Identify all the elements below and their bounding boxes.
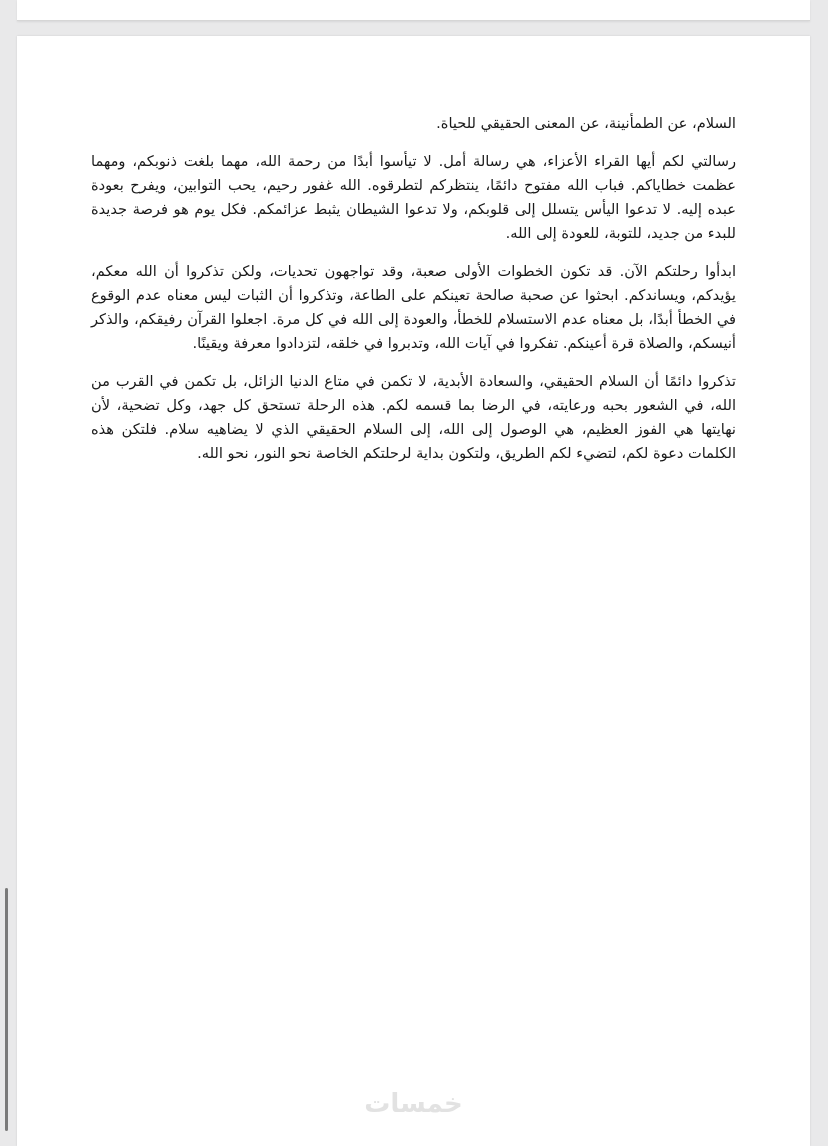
paragraph-3: ابدأوا رحلتكم الآن. قد تكون الخطوات الأولى صعبة، وقد تواجهون تحديات، ولكن تذكروا أن الله معكم، يؤيدكم، ويساندكم. ابحثوا عن صحبة صالحة تعينكم على الطاعة، وتذكروا أن الثبات ليس معناه عدم الوقوع في الخطأ أبدًا، بل معناه عدم الاستسلام للخطأ، والعودة إلى الله في كل مرة. اجعلوا القرآن رفيقكم، والذكر أنيسكم، والصلاة قرة أعينكم. تفكروا في آيات الله، وتدبروا في خلقه، لتزدادوا معرفة ويقينًا.: [91, 263, 736, 352]
previous-page-edge: [17, 0, 810, 21]
document-page: [17, 36, 810, 1146]
paragraph-2: رسالتي لكم أيها القراء الأعزاء، هي رسالة أمل. لا تيأسوا أبدًا من رحمة الله، مهما بلغت ذنوبكم، ومهما عظمت خطاياكم. فباب الله مفتوح دائمًا، ينتظركم لتطرقوه. الله غفور رحيم، يحب التوابين، ويفرح بعودة عبده إليه. لا تدعوا اليأس يتسلل إلى قلوبكم، ولا تدعوا الشيطان يثبط عزائمكم. فكل يوم هو فرصة جديدة للبدء من جديد، للتوبة، للعودة إلى الله.: [91, 153, 736, 242]
paragraph-4: تذكروا دائمًا أن السلام الحقيقي، والسعادة الأبدية، لا تكمن في متاع الدنيا الزائل، بل تكمن في القرب من الله، في الشعور بحبه ورعايته، في الرضا بما قسمه لكم. هذه الرحلة تستحق كل جهد، وكل تضحية، لأن نهايتها هي الفوز العظيم، هي الوصول إلى الله، إلى السلام الحقيقي الذي لا يضاهيه سلام. فلتكن هذه الكلمات دعوة لكم، لتضيء لكم الطريق، ولتكون بداية لرحلتكم الخاصة نحو النور، نحو الله.: [91, 373, 736, 462]
paragraph-1: السلام، عن الطمأنينة، عن المعنى الحقيقي للحياة.: [436, 115, 736, 132]
document-body: [91, 112, 736, 480]
scrollbar-thumb[interactable]: [5, 888, 8, 1131]
watermark-logo: خمسات: [364, 1089, 463, 1119]
